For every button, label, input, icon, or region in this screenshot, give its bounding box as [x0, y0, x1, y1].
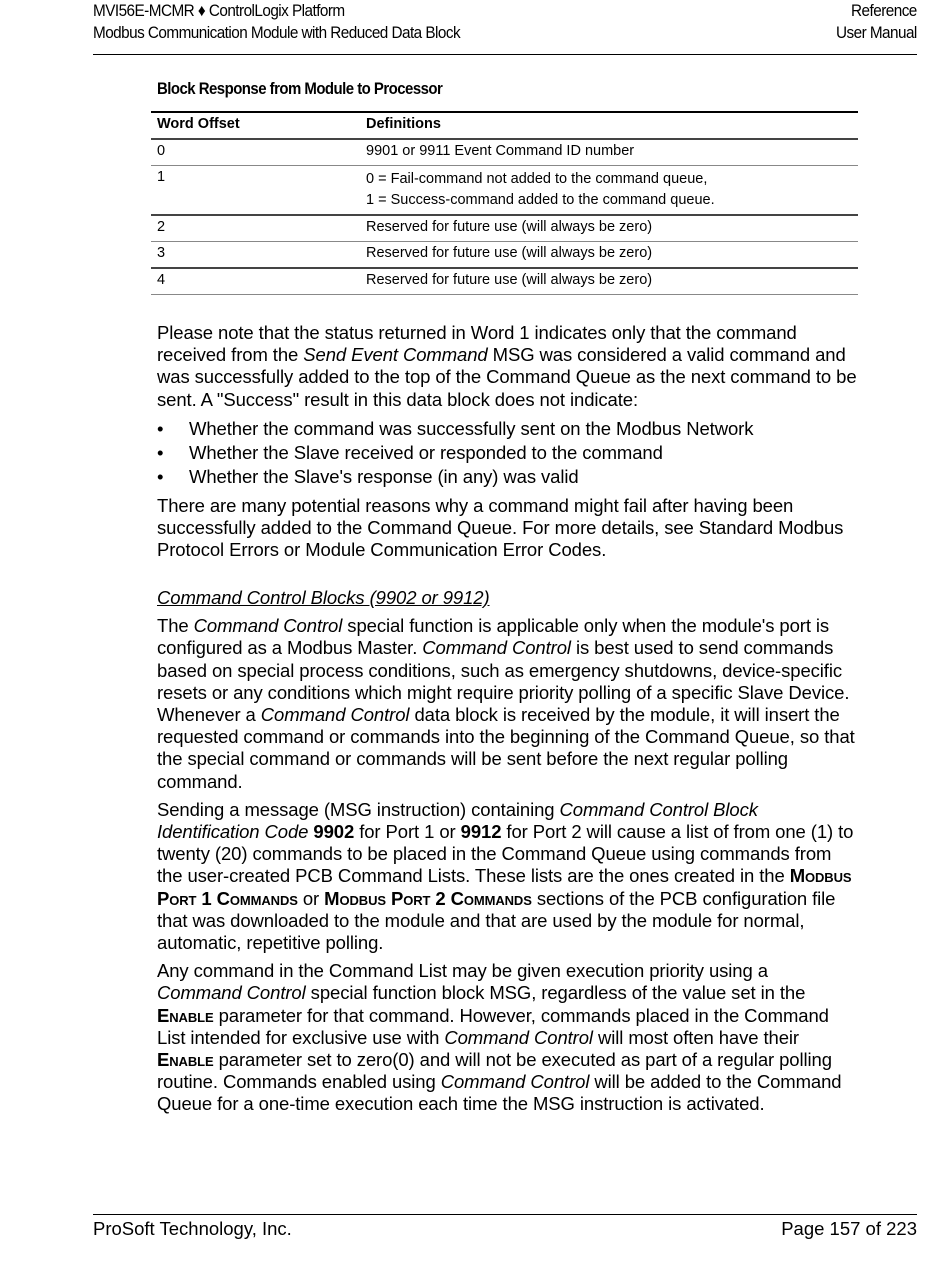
bullet-icon: •	[157, 417, 164, 439]
bullet-icon: •	[157, 465, 164, 487]
list-item: • Whether the Slave received or responded to the command	[157, 441, 663, 463]
word-offset-cell: 2	[151, 215, 360, 242]
table-row	[151, 139, 858, 166]
modbus-port-2-commands-term: Modbus Port 2 Commands	[324, 887, 532, 909]
page-footer	[93, 1214, 917, 1245]
command-control-section	[157, 587, 857, 1122]
definition-cell: Reserved for future use (will always be zero)	[360, 215, 858, 242]
list-item: • Whether the Slave's response (in any) was valid	[157, 465, 579, 487]
code-9912: 9912	[460, 821, 502, 843]
not-indicated-list	[157, 417, 857, 489]
table-row	[151, 242, 858, 269]
modbus-port-1-commands-term: Modbus Port 1 Commands	[157, 865, 852, 909]
table-row	[151, 268, 858, 295]
failure-reasons-paragraph: There are many potential reasons why a command might fail after having been successfully added to the Command Queue. For more details, see Standard Modbus Protocol Errors or Module Communication Error Codes.	[157, 494, 844, 561]
enable-term: Enable	[157, 1004, 214, 1026]
execution-priority-paragraph: Any command in the Command List may be given execution priority using a Command Control special function block MSG, regardless of the value set in the Enable parameter for that command. However, commands placed in the Command List intended for exclusive use with Command Control will most often have their Enable parameter set to zero(0) and will not be executed as part of a regular polling routine. Commands enabled using Command Control will be added to the Command Queue for a one-time execution each time the MSG instruction is activated.	[157, 960, 842, 1115]
header-left	[93, 0, 460, 44]
bullet-icon: •	[157, 441, 164, 463]
word-offset-cell: 1	[151, 166, 360, 216]
code-9902: 9902	[313, 821, 355, 843]
list-item: • Whether the command was successfully sent on the Modbus Network	[157, 417, 754, 439]
table-title: Block Response from Module to Processor	[157, 79, 443, 98]
block-response-table	[151, 111, 858, 295]
definition-cell: Reserved for future use (will always be zero)	[360, 268, 858, 295]
doc-name: User Manual	[836, 23, 917, 42]
product-title: MVI56E-MCMR ♦ ControlLogix Platform	[93, 1, 345, 20]
header-right	[836, 0, 917, 44]
word-offset-cell: 0	[151, 139, 360, 166]
page-number: Page 157 of 223	[781, 1218, 917, 1239]
enable-term: Enable	[157, 1049, 214, 1071]
doc-type: Reference	[851, 1, 917, 20]
table-row	[151, 166, 858, 216]
company-name: ProSoft Technology, Inc.	[93, 1218, 292, 1239]
msg-instruction-paragraph: Sending a message (MSG instruction) containing Command Control Block Identification Code 9902 for Port 1 or 9912 for Port 2 will cause a list of from one (1) to twenty (20) commands to be placed in the Command Queue using commands from the user-created PCB Command Lists. These lists are the ones created in the Modbus Port 1 Commands or Modbus Port 2 Commands sections of the PCB configuration file that was downloaded to the module and that are used by the module for normal, automatic, repetitive polling.	[157, 798, 854, 954]
definition-line: 1 = Success-command added to the command queue.	[366, 192, 715, 208]
definition-cell: 9901 or 9911 Event Command ID number	[360, 139, 858, 166]
send-event-command-term: Send Event Command	[303, 344, 488, 366]
definition-line: 0 = Fail-command not added to the command queue,	[366, 171, 708, 187]
body-text-block-1	[157, 322, 857, 567]
status-note-paragraph: Please note that the status returned in Word 1 indicates only that the command received from the Send Event Command MSG was considered a valid command and was successfully added to the top of the Command Queue as the next command to be sent. A "Success" result in this data block does not indicate:	[157, 322, 857, 410]
table-header-row	[151, 112, 858, 139]
column-header-word-offset: Word Offset	[151, 112, 360, 139]
product-subtitle: Modbus Communication Module with Reduced Data Block	[93, 23, 461, 42]
section-heading: Command Control Blocks (9902 or 9912)	[157, 587, 490, 608]
column-header-definitions: Definitions	[360, 112, 858, 139]
word-offset-cell: 4	[151, 268, 360, 295]
word-offset-cell: 3	[151, 242, 360, 269]
definition-cell: Reserved for future use (will always be zero)	[360, 242, 858, 269]
command-control-intro-paragraph: The Command Control special function is applicable only when the module's port is configured as a Modbus Master. Command Control is best used to send commands based on special process conditions, such as emergency shutdowns, device-specific resets or any conditions which might require priority polling of a specific Slave Device. Whenever a Command Control data block is received by the module, it will insert the requested command or commands into the beginning of the Command Queue, so that the special command or commands will be sent before the next regular polling command.	[157, 615, 855, 792]
page-header	[93, 0, 917, 55]
definition-cell	[360, 166, 858, 216]
table-row	[151, 215, 858, 242]
